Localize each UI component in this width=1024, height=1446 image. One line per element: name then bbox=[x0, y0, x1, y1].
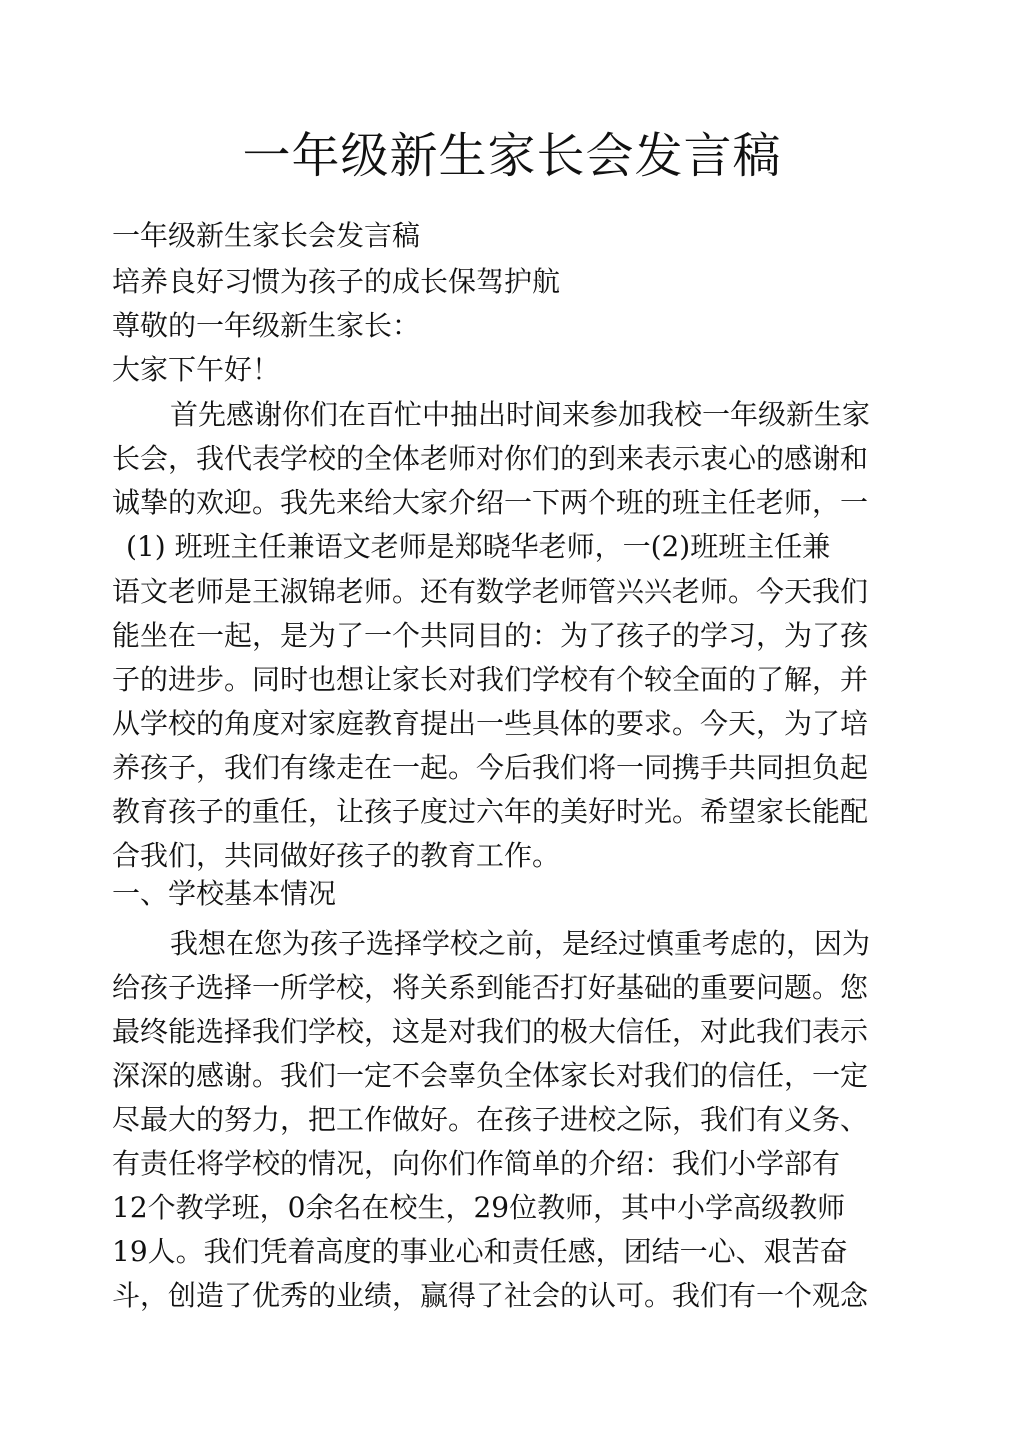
salutation-line: 尊敬的一年级新生家长： bbox=[112, 309, 421, 342]
heading-line: 一年级新生家长会发言稿 bbox=[112, 219, 421, 252]
body-line: 子的进步。同时也想让家长对我们学校有个较全面的了解，并 bbox=[112, 663, 869, 696]
body-line: 首先感谢你们在百忙中抽出时间来参加我校一年级新生家 bbox=[170, 398, 871, 431]
body-line: 合我们，共同做好孩子的教育工作。 bbox=[112, 839, 561, 872]
greeting-line: 大家下午好！ bbox=[112, 353, 281, 386]
body-line: 语文老师是王淑锦老师。还有数学老师管兴兴老师。今天我们 bbox=[112, 575, 869, 608]
body-line: 12个教学班，0余名在校生，29位教师，其中小学高级教师 bbox=[112, 1191, 846, 1224]
section-heading: 一、学校基本情况 bbox=[112, 877, 337, 910]
body-line: 19人。我们凭着高度的事业心和责任感，团结一心、艰苦奋 bbox=[112, 1235, 848, 1268]
body-line: 能坐在一起，是为了一个共同目的：为了孩子的学习，为了孩 bbox=[112, 619, 869, 652]
body-line: 从学校的角度对家庭教育提出一些具体的要求。今天，为了培 bbox=[112, 707, 869, 740]
document-title: 一年级新生家长会发言稿 bbox=[242, 128, 782, 184]
body-line: 有责任将学校的情况，向你们作简单的介绍：我们小学部有 bbox=[112, 1147, 841, 1180]
body-line: 斗，创造了优秀的业绩，赢得了社会的认可。我们有一个观念 bbox=[112, 1279, 869, 1312]
body-line: 最终能选择我们学校，这是对我们的极大信任，对此我们表示 bbox=[112, 1015, 869, 1048]
body-line: 我想在您为孩子选择学校之前，是经过慎重考虑的，因为 bbox=[170, 927, 871, 960]
body-line: (1) 班班主任兼语文老师是郑晓华老师，一(2)班班主任兼 bbox=[126, 530, 831, 563]
subtitle-line: 培养良好习惯为孩子的成长保驾护航 bbox=[112, 265, 561, 298]
body-line: 尽最大的努力，把工作做好。在孩子进校之际，我们有义务、 bbox=[112, 1103, 869, 1136]
body-line: 教育孩子的重任，让孩子度过六年的美好时光。希望家长能配 bbox=[112, 795, 869, 828]
body-line: 深深的感谢。我们一定不会辜负全体家长对我们的信任，一定 bbox=[112, 1059, 869, 1092]
body-line: 诚挚的欢迎。我先来给大家介绍一下两个班的班主任老师，一 bbox=[112, 486, 869, 519]
body-line: 长会，我代表学校的全体老师对你们的到来表示衷心的感谢和 bbox=[112, 442, 869, 475]
body-line: 给孩子选择一所学校，将关系到能否打好基础的重要问题。您 bbox=[112, 971, 869, 1004]
body-line: 养孩子，我们有缘走在一起。今后我们将一同携手共同担负起 bbox=[112, 751, 869, 784]
